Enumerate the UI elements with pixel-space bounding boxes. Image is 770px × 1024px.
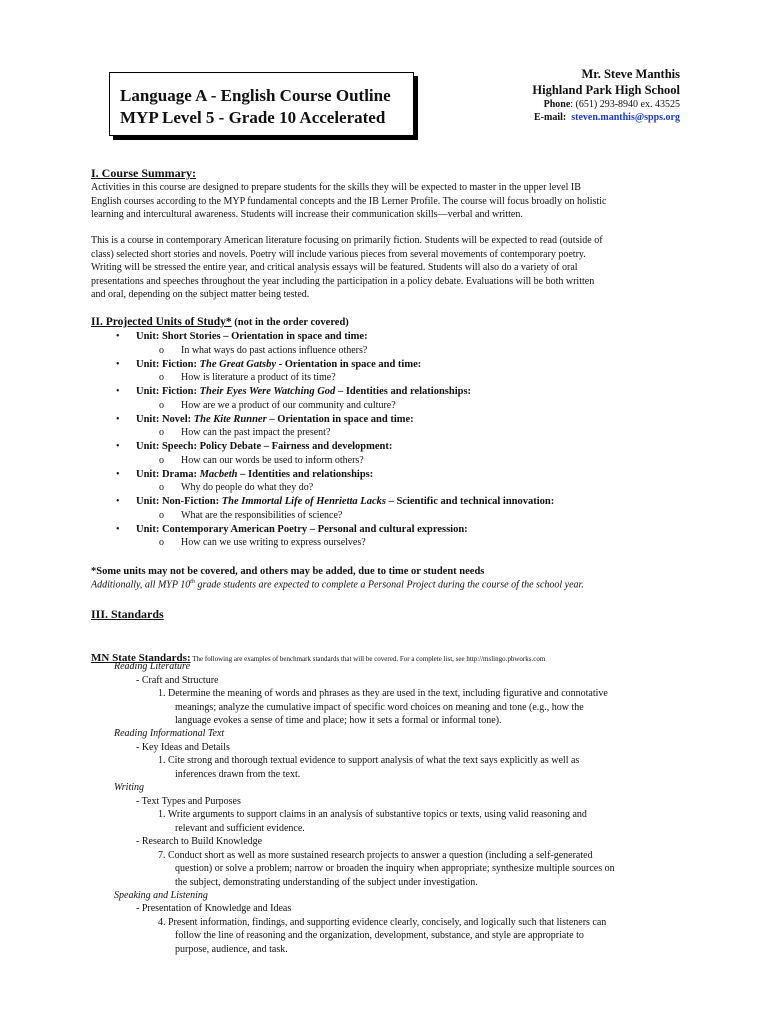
unit-question: How can our words be used to inform others? [181,454,364,466]
summary-paragraph-2: This is a course in contemporary American literature focusing on primarily fiction. Students will be expected to read (outside of class) selected short stories and novels. Poetry will include various pieces from several movements of contemporary poetry. Writing will be stressed the entire year, and critical analysis essays will be featured. Students will also do a variety of oral presentations and speeches throughout the year including the participation in a policy debate. Evaluations will be both written and oral, depending on the subject matter being tested. [91,235,603,300]
unit-item: Unit: Non-Fiction: The Immortal Life of Henrietta Lacks – Scientific and technical innovation: [136,496,555,507]
mn-standards-line: MN State Standards: The following are examples of benchmark standards that will be covered. For a complete list, see http://mslingo.pbworks.com [91,652,546,664]
unit-question: How can the past impact the present? [181,427,331,438]
presentation-label: - Presentation of Knowledge and Ideas [136,903,292,914]
standards-heading: III. Standards [91,607,164,621]
unit-question: Why do people do what they do? [181,482,314,493]
s-standard-line1: 4. Present information, findings, and supporting evidence clearly, concisely, and logically such that listeners can [158,917,607,928]
course-summary-heading: I. Course Summary: [91,166,196,180]
ri-standard-line2: inferences drawn from the text. [175,769,301,780]
unit-item: Unit: Fiction: Their Eyes Were Watching God – Identities and relationships: [136,386,472,397]
course-title: Language A - English Course Outline [120,86,391,105]
unit-bullet: • [116,358,120,370]
w-standard-line1: 1. Write arguments to support claims in an analysis of substantive topics or texts, using valid reasoning and [158,809,587,820]
teacher-name: Mr. Steve Manthis [581,67,680,81]
rl-standard-line2: meanings; analyze the cumulative impact of specific word choices on meaning and tone (e.g., how the [175,702,584,713]
rl-standard-line1: 1. Determine the meaning of words and phrases as they are used in the text, including figurative and connotative [158,688,608,699]
w-standard-line5: the subject, demonstrating understanding of the subject under investigation. [175,877,478,888]
question-bullet: o [159,509,164,521]
unit-bullet: • [116,413,120,425]
text-types-label: - Text Types and Purposes [136,796,241,807]
w-standard-line3: 7. Conduct short as well as more sustained research projects to answer a question (including a self-generated [158,850,593,861]
w-standard-line4: question) or solve a problem; narrow or broaden the inquiry when appropriate; synthesize multiple sources on [175,863,615,874]
unit-item: Unit: Speech: Policy Debate – Fairness and development: [136,441,393,452]
unit-item: Unit: Contemporary American Poetry – Personal and cultural expression: [136,523,468,535]
ri-standard-line1: 1. Cite strong and thorough textual evidence to support analysis of what the text says explicitly as well as [158,755,580,766]
unit-bullet: • [116,468,120,480]
w-standard-line2: relevant and sufficient evidence. [175,823,305,834]
unit-bullet: • [116,386,120,397]
unit-item: Unit: Novel: The Kite Runner – Orientation in space and time: [136,413,414,425]
speaking-listening-label: Speaking and Listening [114,890,208,901]
question-bullet: o [159,482,164,493]
units-footnote: *Some units may not be covered, and others may be added, due to time or student needs [91,566,485,577]
writing-label: Writing [114,782,145,793]
rl-standard-line3: language evokes a sense of time and place; how it sets a formal or informal tone). [175,715,502,726]
course-subtitle: MYP Level 5 - Grade 10 Accelerated [120,108,386,127]
email-link[interactable]: steven.manthis@spps.org [571,112,680,123]
s-standard-line2: follow the line of reasoning and the organization, development, substance, and style are appropriate to [175,930,584,941]
s-standard-line3: purpose, audience, and task. [175,944,288,955]
reading-literature-label: Reading Literature [114,661,191,672]
research-label: - Research to Build Knowledge [136,836,263,847]
unit-item: Unit: Drama: Macbeth – Identities and relationships: [136,468,374,480]
summary-paragraph-1: Activities in this course are designed to prepare students for the skills they will be expected to master in the upper level IB English courses according to the MYP fundamental concepts and the IB Lerner Profile. The course will focus broadly on holistic learning and intercultural awareness. Students will increase their communication skills—verbal and written. [91,182,607,220]
unit-item: Unit: Short Stories – Orientation in space and time: [136,331,368,342]
unit-question: How can we use writing to express ourselves? [181,537,366,548]
unit-bullet: • [116,331,120,342]
unit-bullet: • [116,441,120,452]
unit-bullet: • [116,523,120,535]
phone-line: Phone: (651) 293-8940 ex. 43525 [543,99,680,110]
unit-bullet: • [116,496,120,507]
email-line: E-mail: steven.manthis@spps.org [534,112,680,123]
units-heading: II. Projected Units of Study* (not in the order covered) [91,316,349,328]
unit-question: What are the responsibilities of science? [181,509,343,521]
unit-question: How are we a product of our community and culture? [181,399,396,411]
question-bullet: o [159,344,164,356]
reading-info-label: Reading Informational Text [114,728,225,739]
unit-question: In what ways do past actions influence others? [181,344,368,356]
course-title-box [109,72,414,136]
question-bullet: o [159,427,164,438]
question-bullet: o [159,399,164,411]
school-name: Highland Park High School [532,83,680,97]
unit-question: How is literature a product of its time? [181,372,336,383]
key-ideas-label: - Key Ideas and Details [136,742,230,753]
question-bullet: o [159,454,164,466]
unit-item: Unit: Fiction: The Great Gatsby - Orientation in space and time: [136,358,422,370]
question-bullet: o [159,537,164,548]
personal-project-note: Additionally, all MYP 10th grade students are expected to complete a Personal Project during the course of the school year. [91,579,584,591]
craft-structure-label: - Craft and Structure [136,675,219,686]
question-bullet: o [159,372,164,383]
